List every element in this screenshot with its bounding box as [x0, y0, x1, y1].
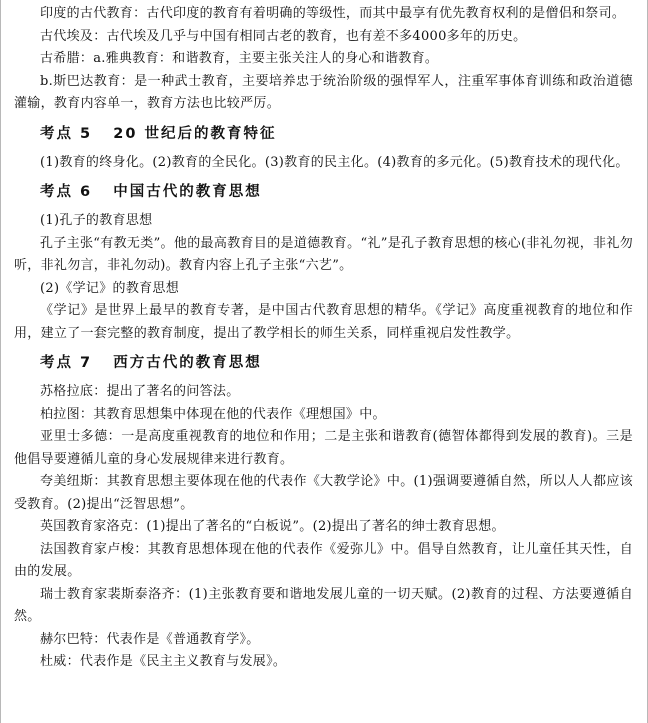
paragraph-herbart: 赫尔巴特：代表作是《普通教育学》。 [40, 631, 260, 647]
paragraph-sparta-education: b.斯巴达教育：是一种武士教育，主要培养忠于统治阶级的强悍军人，注重军事体育训练和政治道德灌输，教育内容单一，教育方法也比较严厉。 [14, 73, 633, 111]
paragraph-india-education: 印度的古代教育：古代印度的教育有着明确的等级性，而其中最享有优先教育权利的是僧侣和祭司。 [40, 6, 626, 21]
paragraph-comenius: 夸美纽斯：其教育思想主要体现在他的代表作《大教学论》中。(1)强调要遵循自然，所以人人都应该受教育。(2)提出“泛智思想”。 [14, 474, 633, 512]
paragraph-rousseau: 法国教育家卢梭：其教育思想体现在他的代表作《爱弥儿》中。倡导自然教育，让儿童任其天性，自由的发展。 [14, 541, 633, 579]
paragraph-xueji: 《学记》是世界上最早的教育专著，是中国古代教育思想的精华。《学记》高度重视教育的地位和作用，建立了一套完整的教育制度，提出了教学相长的师生关系，同样重视启发性教学。 [14, 303, 633, 341]
paragraph-pestalozzi: 瑞士教育家裴斯泰洛齐：(1)主张教育要和谐地发展儿童的一切天赋。(2)教育的过程、方法要遵循自然。 [14, 586, 633, 624]
subheading-xueji: (2)《学记》的教育思想 [40, 280, 180, 296]
paragraph-locke: 英国教育家洛克：(1)提出了著名的“白板说”。(2)提出了著名的绅士教育思想。 [40, 519, 505, 534]
paragraph-plato: 柏拉图：其教育思想集中体现在他的代表作《理想国》中。 [40, 406, 386, 422]
paragraph-dewey: 杜威：代表作是《民主主义教育与发展》。 [40, 654, 287, 669]
paragraph-egypt-education: 古代埃及：古代埃及几乎与中国有相同古老的教育，也有差不多4000多年的历史。 [40, 28, 527, 44]
section-heading-6: 考点 6 中国古代的教育思想 [40, 184, 262, 200]
paragraph-socrates: 苏格拉底：提出了著名的问答法。 [40, 384, 240, 399]
paragraph-athens-education: 古希腊：a.雅典教育：和谐教育，主要主张关注人的身心和谐教育。 [40, 51, 439, 66]
section-heading-5: 考点 5 20 世纪后的教育特征 [40, 125, 277, 142]
paragraph-confucius: 孔子主张“有教无类”。他的最高教育目的是道德教育。“礼”是孔子教育思想的核心(非礼勿视，非礼勿听，非礼勿言，非礼勿动)。教育内容上孔子主张“六艺”。 [14, 235, 633, 273]
paragraph-aristotle: 亚里士多德：一是高度重视教育的地位和作用；二是主张和谐教育(德智体都得到发展的教育)。三是他倡导要遵循儿童的身心发展规律来进行教育。 [14, 429, 633, 467]
paragraph-20th-century-features: (1)教育的终身化。(2)教育的全民化。(3)教育的民主化。(4)教育的多元化。(5)教育技术的现代化。 [40, 154, 629, 170]
subheading-confucius: (1)孔子的教育思想 [40, 213, 153, 228]
section-heading-7: 考点 7 西方古代的教育思想 [40, 355, 262, 371]
